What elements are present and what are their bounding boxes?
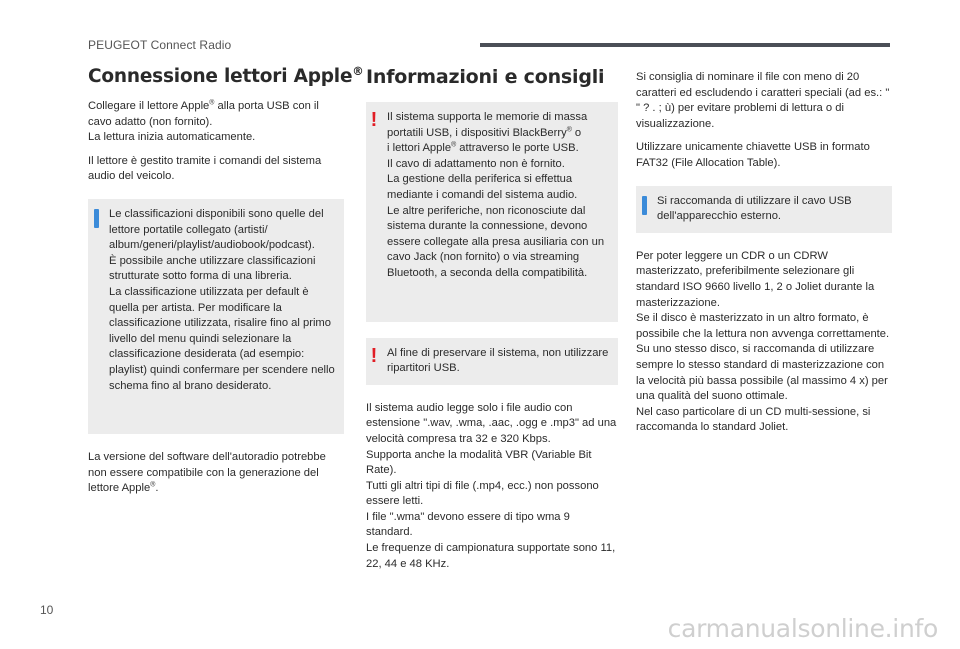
info-bar-icon xyxy=(642,196,647,215)
warning-box-usb-devices xyxy=(366,102,618,322)
paragraph-connect: Collegare il lettore Apple® alla porta USB con il cavo adatto (non fornito). La lettura inizia automaticamente. xyxy=(88,99,319,144)
paragraph-file-naming: Si consiglia di nominare il file con meno di 20 caratteri ed escludendo i caratteri speciali (ad es.: " " ? . ; ù) per evitare problemi di lettura o di visualizzazione. xyxy=(636,71,890,130)
watermark-logo: carmanualsonline.info xyxy=(667,614,938,643)
info-box-text: Si raccomanda di utilizzare il cavo USB dell'apparecchio esterno. xyxy=(657,194,852,223)
paragraph-file-formats: Il sistema audio legge solo i file audio con estensione ".wav, .wma, .aac, .ogg e .mp3" ad una velocità compresa tra 32 e 320 Kbps. Supporta anche la modalità VBR (Variable Bit Rate). Tutti gli altri tipi di file (.mp4, ecc.) non possono essere letti. I file ".wma" devono essere di tipo wma 9 standard. Le frequenze di campionatura supportate sono 11, 22, 44 e 48 KHz. xyxy=(366,401,617,570)
header-rule xyxy=(480,43,890,47)
paragraph-fat32: Utilizzare unicamente chiavette USB in formato FAT32 (File Allocation Table). xyxy=(636,141,870,169)
exclamation-icon: ! xyxy=(370,344,378,367)
running-header: PEUGEOT Connect Radio xyxy=(88,38,232,52)
column-apple-connection xyxy=(88,63,364,505)
column-tips-continued xyxy=(636,70,892,444)
paragraph-controls: Il lettore è gestito tramite i comandi del sistema audio del veicolo. xyxy=(88,154,322,183)
warning-box-usb-splitter xyxy=(366,338,618,385)
paragraph-software-version: La versione del software dell'autoradio potrebbe non essere compatibile con la generazione del lettore Apple®. xyxy=(88,451,326,495)
paragraph-cd-burning: Per poter leggere un CDR o un CDRW masterizzato, preferibilmente selezionare gli standard ISO 9660 livello 1, 2 o Joliet durante la masterizzazione. Se il disco è masterizzato in un altro formato, è possibile che la lettura non avvenga correttamente. Su uno stesso disco, si raccomanda di utilizzare sempre lo stesso standard di masterizzazione con la velocità più bassa possibile (al massimo 4 x) per una qualità del suono ottimale. Nel caso particolare di un CD multi-sessione, si raccomanda lo standard Joliet. xyxy=(636,249,890,434)
section-title-apple: Connessione lettori Apple® xyxy=(88,63,364,87)
info-box-text: Le classificazioni disponibili sono quelle del lettore portatile collegato (artisti/ album/generi/playlist/audiobook/podcast). È possibile anche utilizzare classificazioni strutturate sotto forma di una libreria. La classificazione utilizzata per default è quella per artista. Per modificare la classificazione utilizzata, risalire fino al primo livello del menu quindi selezionare la classificazione desiderata (ad esempio: playlist) quindi confermare per scendere nello schema fino al brano desiderato. xyxy=(109,207,335,392)
page-number: 10 xyxy=(40,603,54,617)
info-box-usb-cable xyxy=(636,186,892,233)
column-info-tips xyxy=(366,66,618,580)
exclamation-icon: ! xyxy=(370,109,378,131)
warning-box-text: Al fine di preservare il sistema, non utilizzare ripartitori USB. xyxy=(387,346,609,375)
section-title-info: Informazioni e consigli xyxy=(366,66,605,88)
info-bar-icon xyxy=(94,209,99,228)
warning-box-text: Il sistema supporta le memorie di massa portatili USB, i dispositivi BlackBerry® o i lettori Apple® attraverso le porte USB. Il cavo di adattamento non è fornito. La gestione della periferica si effettua mediante i comandi del sistema audio. Le altre periferiche, non riconosciute dal sistema durante la connessione, devono essere collegate alla presa ausiliaria con un cavo Jack (non fornito) o via streaming Bluetooth, a seconda della compatibilità. xyxy=(387,111,605,279)
info-box-classifications xyxy=(88,199,344,434)
